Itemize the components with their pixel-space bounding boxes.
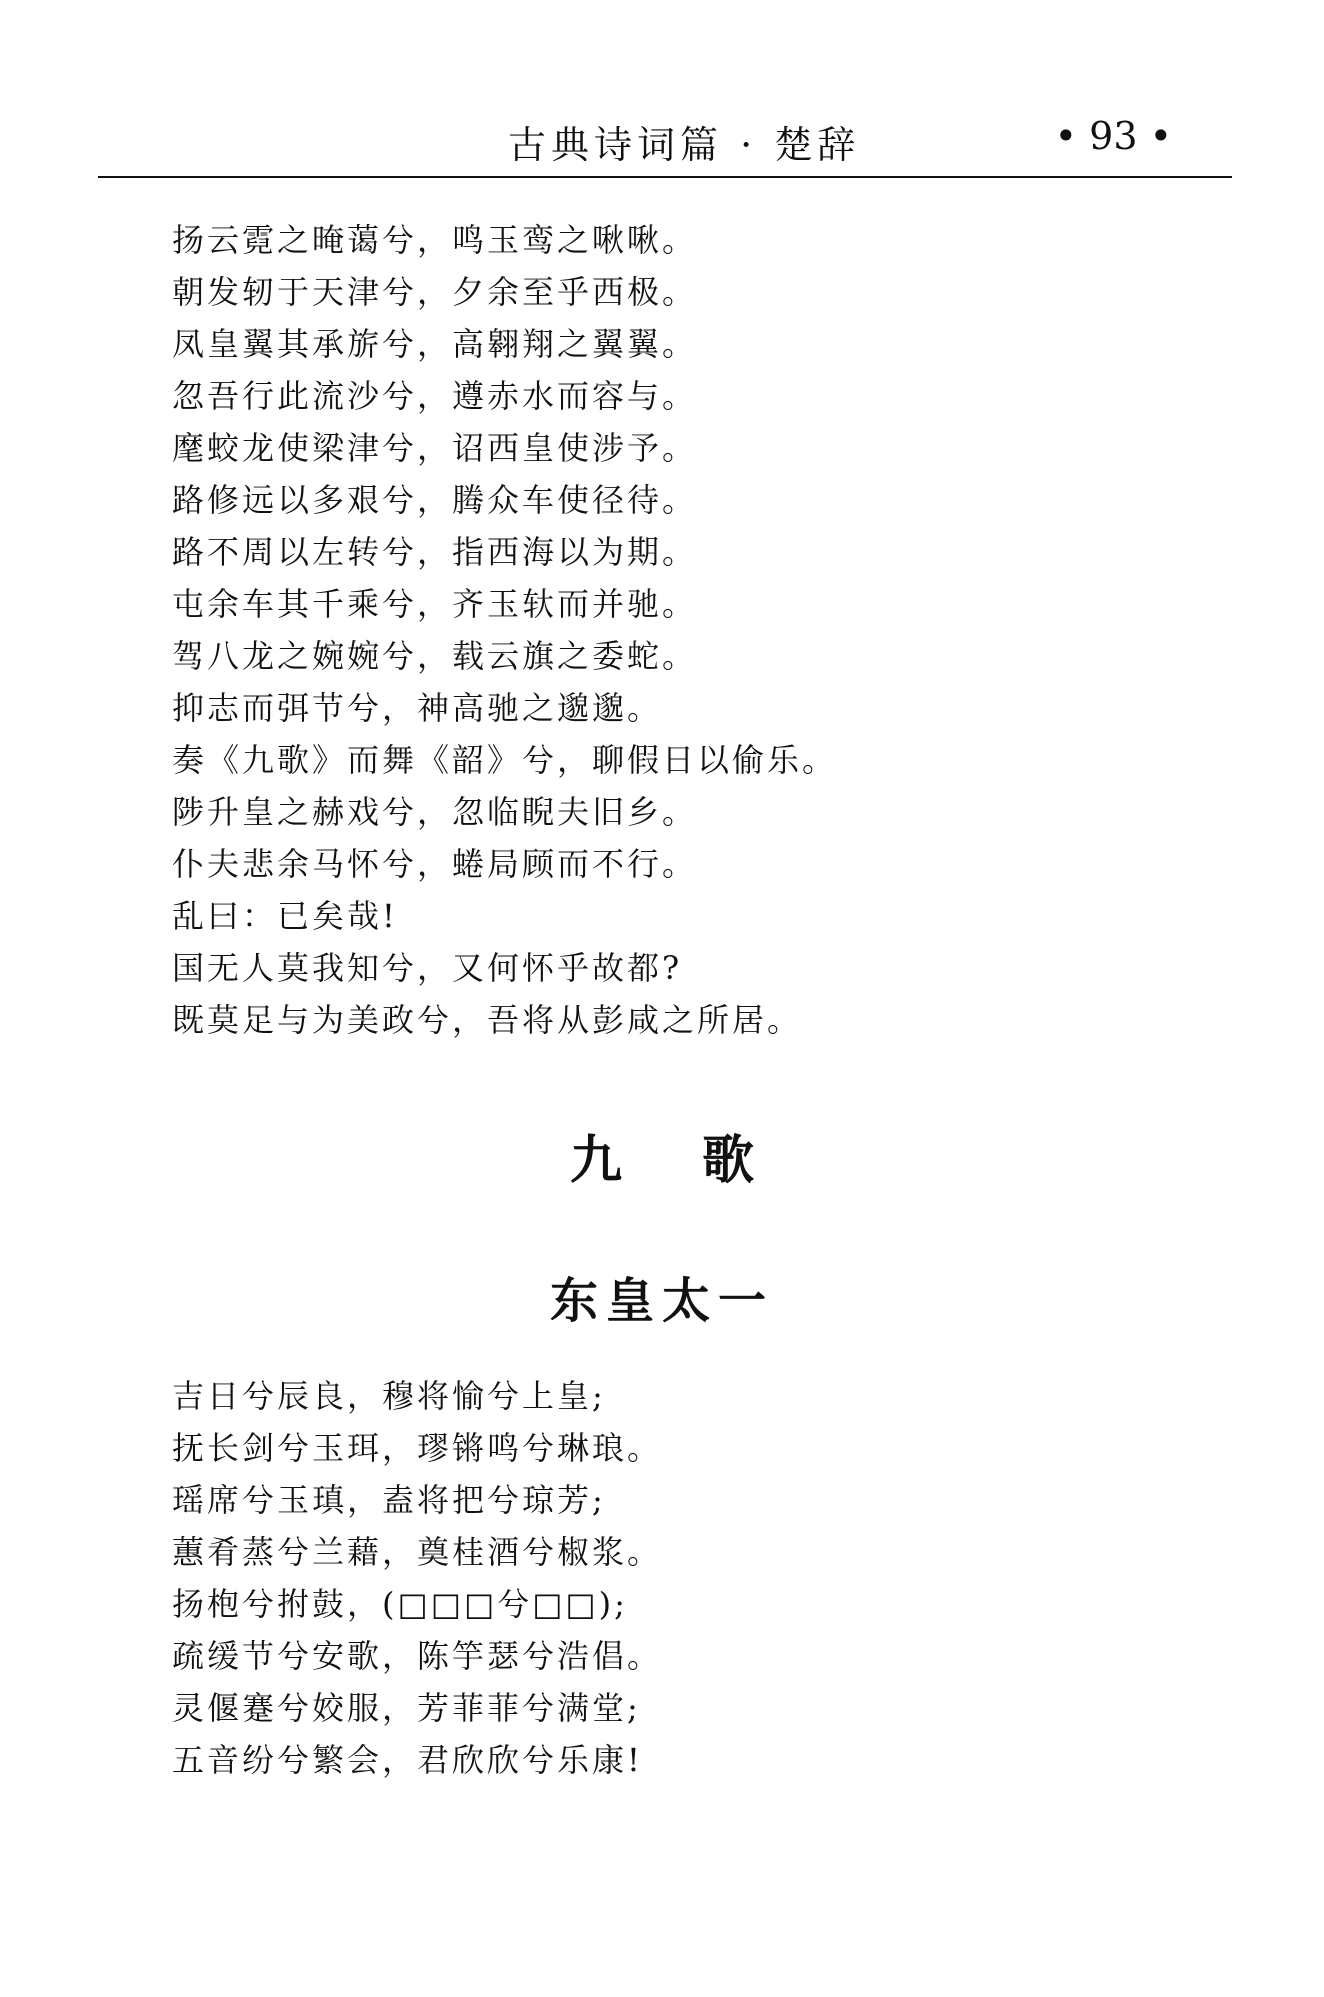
verse-line: 陟升皇之赫戏兮，忽临睨夫旧乡。 xyxy=(172,793,698,831)
verse-line: 疏缓节兮安歌，陈竽瑟兮浩倡。 xyxy=(172,1637,663,1675)
verse-line: 灵偃蹇兮姣服，芳菲菲兮满堂; xyxy=(172,1689,641,1727)
verse-line: 扬云霓之晻蔼兮，鸣玉鸾之啾啾。 xyxy=(172,221,698,259)
page-header xyxy=(98,100,1232,178)
verse-line: 瑶席兮玉瑱，盍将把兮琼芳; xyxy=(172,1481,606,1519)
verse-line: 国无人莫我知兮，又何怀乎故都? xyxy=(172,949,683,987)
verse-line: 奏《九歌》而舞《韶》兮，聊假日以偷乐。 xyxy=(172,741,838,779)
verse-line: 既莫足与为美政兮，吾将从彭咸之所居。 xyxy=(172,1001,803,1039)
verse-line: 吉日兮辰良，穆将愉兮上皇; xyxy=(172,1377,606,1415)
poem-continuation xyxy=(172,214,837,1046)
verse-line: 仆夫悲余马怀兮，蜷局顾而不行。 xyxy=(172,845,698,883)
subsection-title: 东皇太一 xyxy=(549,1273,774,1329)
verse-line: 路修远以多艰兮，腾众车使径待。 xyxy=(172,481,698,519)
verse-line: 麾蛟龙使梁津兮，诏西皇使涉予。 xyxy=(172,429,698,467)
verse-line: 忽吾行此流沙兮，遵赤水而容与。 xyxy=(172,377,698,415)
verse-line: 抚长剑兮玉珥，璆锵鸣兮琳琅。 xyxy=(172,1429,663,1467)
section-title: 九歌 xyxy=(569,1131,834,1191)
verse-line: 驾八龙之婉婉兮，载云旗之委蛇。 xyxy=(172,637,698,675)
verse-line: 蕙肴蒸兮兰藉，奠桂酒兮椒浆。 xyxy=(172,1533,663,1571)
verse-line: 五音纷兮繁会，君欣欣兮乐康! xyxy=(172,1741,643,1779)
running-head: 古典诗词篇 · 楚辞 xyxy=(508,123,861,167)
verse-line: 朝发轫于天津兮，夕余至乎西极。 xyxy=(172,273,698,311)
verse-line: 抑志而弭节兮，神高驰之邈邈。 xyxy=(172,689,663,727)
poem-donghuang-taiyi xyxy=(172,1370,662,1786)
verse-line: 乱曰：已矣哉! xyxy=(172,897,398,935)
verse-line: 凤皇翼其承旂兮，高翱翔之翼翼。 xyxy=(172,325,698,363)
verse-line: 屯余车其千乘兮，齐玉轪而并驰。 xyxy=(172,585,698,623)
page-number: • 93 • xyxy=(1054,114,1172,158)
verse-line: 扬枹兮拊鼓，(□□□兮□□); xyxy=(172,1585,628,1623)
verse-line: 路不周以左转兮，指西海以为期。 xyxy=(172,533,698,571)
